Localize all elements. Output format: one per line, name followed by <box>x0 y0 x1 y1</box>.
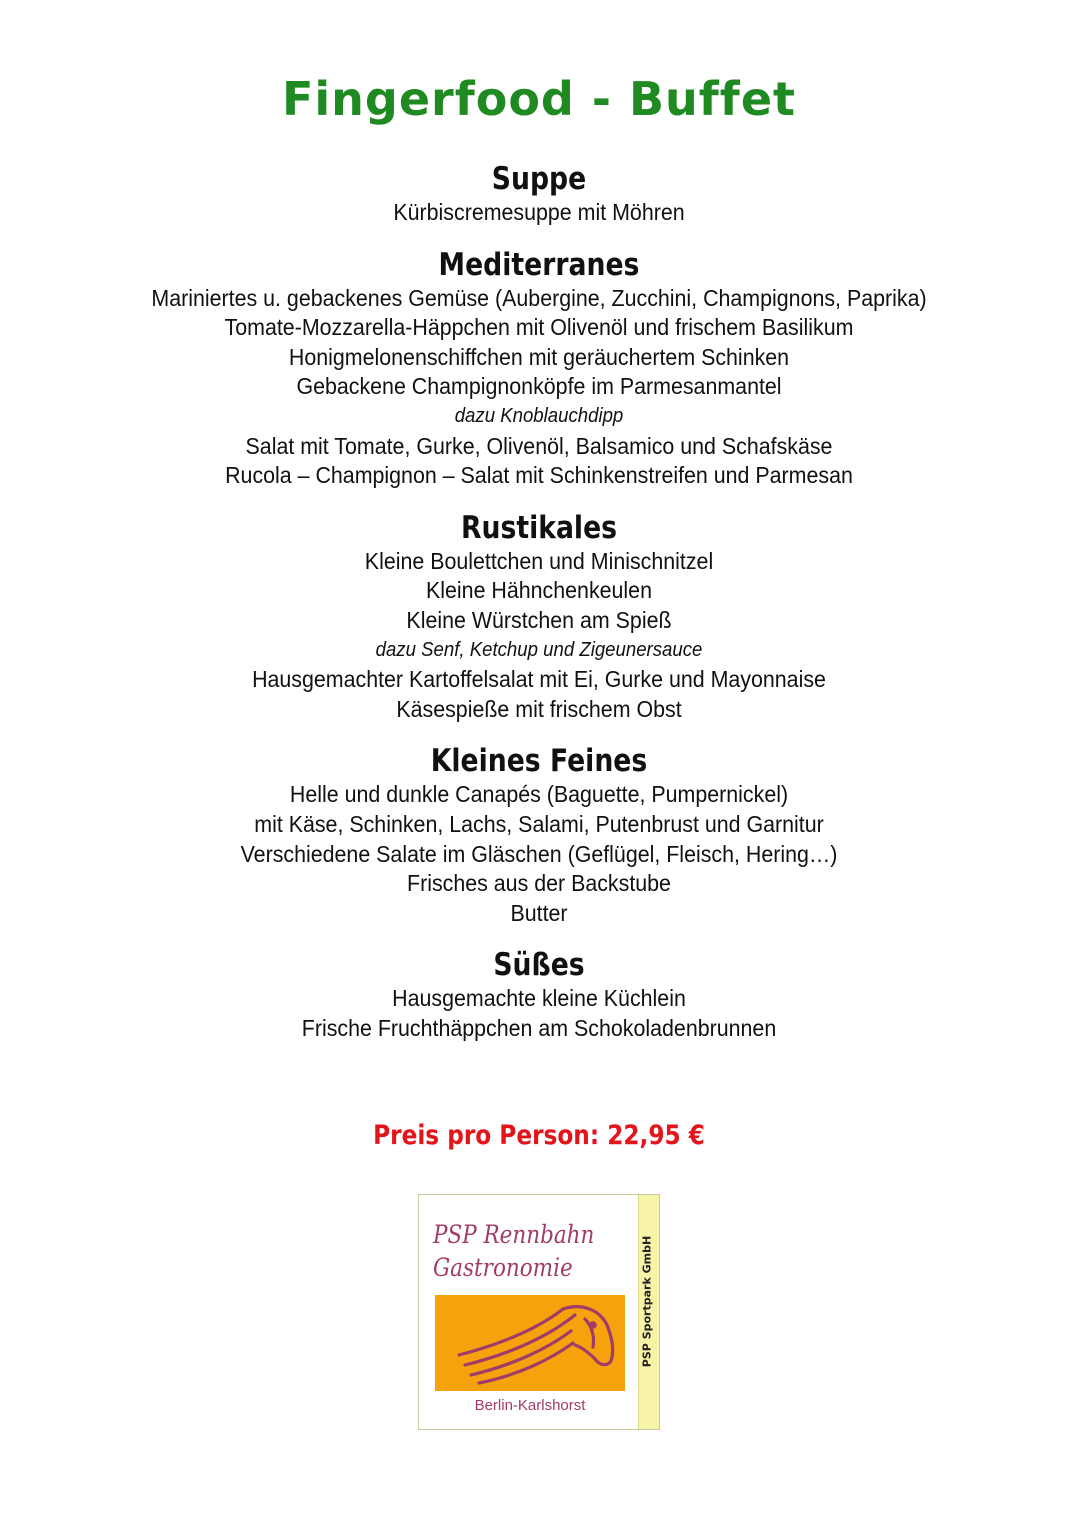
menu-item: Hausgemachte kleine Küchlein <box>392 985 686 1012</box>
section-title: Rustikales <box>460 509 618 546</box>
menu-section <box>0 160 1078 228</box>
price-line: Preis pro Person: 22,95 € <box>373 1120 705 1151</box>
logo-orange-panel <box>435 1295 625 1391</box>
menu-item: Tomate-Mozzarella-Häppchen mit Olivenöl und frischem Basilikum <box>224 314 854 341</box>
menu-item: Mariniertes u. gebackenes Gemüse (Aubergine, Zucchini, Champignons, Paprika) <box>151 284 927 311</box>
menu-section <box>0 946 1078 1043</box>
menu-item: Kleine Würstchen am Spieß <box>406 606 672 633</box>
logo-line-1: PSP Rennbahn <box>433 1220 595 1249</box>
menu-item: mit Käse, Schinken, Lachs, Salami, Putenbrust und Garnitur <box>254 810 824 837</box>
menu-item: Frisches aus der Backstube <box>407 870 671 897</box>
menu-item: Helle und dunkle Canapés (Baguette, Pumpernickel) <box>289 781 789 808</box>
logo-line-2: Gastronomie <box>433 1253 573 1282</box>
menu-item: Kleine Hähnchenkeulen <box>426 577 652 604</box>
menu-item: Kürbiscremesuppe mit Möhren <box>393 199 685 225</box>
logo-side-band <box>638 1195 659 1429</box>
section-title: Mediterranes <box>438 246 640 283</box>
logo-side-text: PSP Sportpark GmbH <box>640 1235 654 1368</box>
menu-item-note: dazu Knoblauchdipp <box>454 404 624 427</box>
section-title: Süßes <box>493 947 585 984</box>
page-title: Fingerfood - Buffet <box>281 72 797 126</box>
menu-item: Kleine Boulettchen und Minischnitzel <box>364 547 714 574</box>
menu-section <box>0 509 1078 725</box>
menu-item: Salat mit Tomate, Gurke, Olivenöl, Balsamico und Schafskäse <box>245 432 833 459</box>
menu-item: Butter <box>510 899 568 926</box>
logo-location: Berlin-Karlshorst <box>474 1397 586 1414</box>
menu-item: Honigmelonenschiffchen mit geräuchertem Schinken <box>288 343 790 370</box>
section-title: Suppe <box>491 161 587 197</box>
menu-item: Verschiedene Salate im Gläschen (Geflügel, Fleisch, Hering…) <box>240 840 838 867</box>
section-title: Kleines Feines <box>430 743 648 780</box>
menu-item: Gebackene Champignonköpfe im Parmesanmantel <box>296 373 782 400</box>
menu-section <box>0 246 1078 491</box>
menu-sections <box>0 160 1078 1043</box>
menu-item: Käsespieße mit frischem Obst <box>396 695 682 722</box>
menu-item: Frische Fruchthäppchen am Schokoladenbrunnen <box>301 1014 777 1041</box>
company-logo <box>418 1194 660 1430</box>
menu-section <box>0 742 1078 928</box>
menu-item-note: dazu Senf, Ketchup und Zigeunersauce <box>375 638 703 661</box>
menu-item: Rucola – Champignon – Salat mit Schinkenstreifen und Parmesan <box>225 462 853 489</box>
menu-item: Hausgemachter Kartoffelsalat mit Ei, Gurke und Mayonnaise <box>252 666 826 693</box>
horse-head-icon <box>435 1295 625 1391</box>
